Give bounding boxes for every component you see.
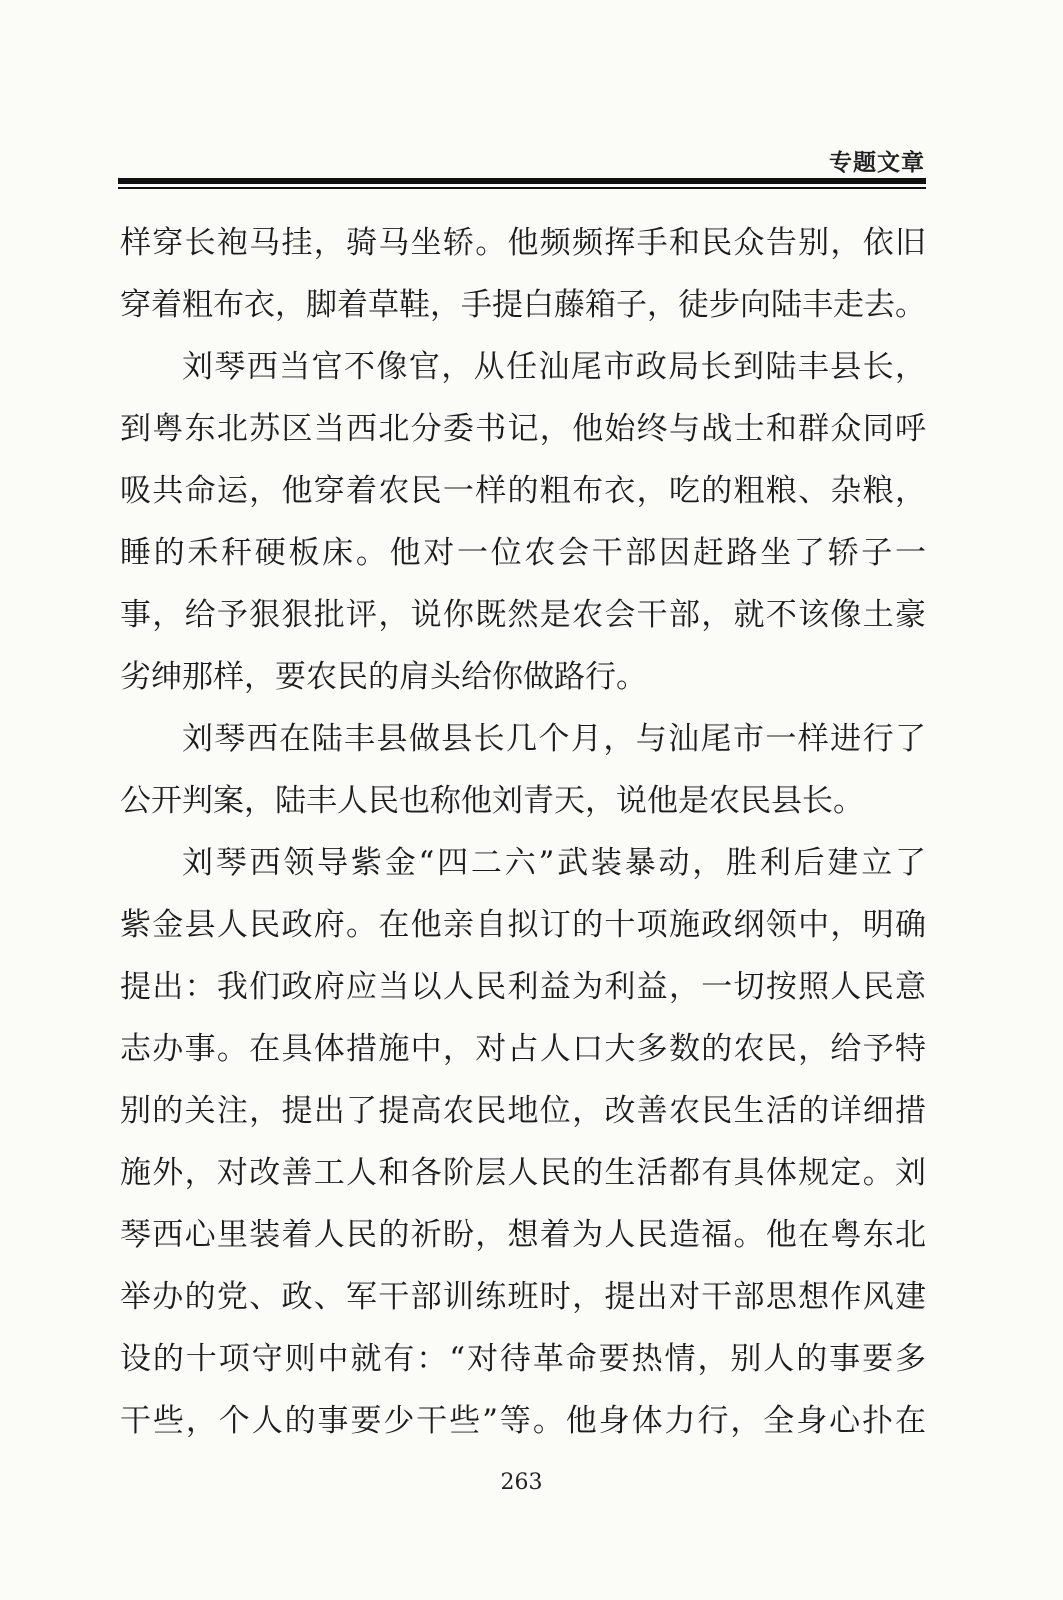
header-rule-thin — [118, 187, 926, 189]
text-line: 干些，个人的事要少干些”等。他身体力行，全身心扑在 — [120, 1403, 926, 1439]
text-line: 施外，对改善工人和各阶层人民的生活都有具体规定。刘 — [120, 1155, 926, 1191]
text-line: 紫金县人民政府。在他亲自拟订的十项施政纲领中，明确 — [120, 907, 926, 943]
header-rule-thick — [118, 178, 926, 184]
text-line: 样穿长袍马挂，骑马坐轿。他频频挥手和民众告别，依旧 — [120, 225, 926, 261]
text-line: 琴西心里装着人民的祈盼，想着为人民造福。他在粤东北 — [120, 1217, 926, 1253]
text-line: 别的关注，提出了提高农民地位，改善农民生活的详细措 — [120, 1093, 926, 1129]
body-text — [120, 212, 926, 1452]
text-line: 刘琴西当官不像官，从任汕尾市政局长到陆丰县长， — [182, 349, 926, 385]
section-header: 专题文章 — [829, 150, 925, 176]
text-line: 刘琴西领导紫金“四二六”武装暴动，胜利后建立了 — [182, 845, 926, 881]
text-line: 志办事。在具体措施中，对占人口大多数的农民，给予特 — [120, 1031, 926, 1067]
text-line: 公开判案，陆丰人民也称他刘青天，说他是农民县长。 — [120, 783, 864, 819]
text-line: 睡的禾秆硬板床。他对一位农会干部因赶路坐了轿子一 — [120, 535, 926, 571]
text-line: 提出：我们政府应当以人民利益为利益，一切按照人民意 — [120, 969, 926, 1005]
text-line: 刘琴西在陆丰县做县长几个月，与汕尾市一样进行了 — [182, 721, 926, 757]
text-line: 举办的党、政、军干部训练班时，提出对干部思想作风建 — [120, 1279, 926, 1315]
text-line: 穿着粗布衣，脚着草鞋，手提白藤箱子，徒步向陆丰走去。 — [120, 287, 926, 323]
text-line: 事，给予狠狠批评，说你既然是农会干部，就不该像土豪 — [120, 597, 926, 633]
text-line: 吸共命运，他穿着农民一样的粗布衣，吃的粗粮、杂粮， — [120, 473, 926, 509]
page-number: 263 — [500, 1470, 543, 1495]
text-line: 设的十项守则中就有：“对待革命要热情，别人的事要多 — [120, 1341, 926, 1377]
text-line: 到粤东北苏区当西北分委书记，他始终与战士和群众同呼 — [120, 411, 926, 447]
text-line: 劣绅那样，要农民的肩头给你做路行。 — [120, 659, 647, 695]
